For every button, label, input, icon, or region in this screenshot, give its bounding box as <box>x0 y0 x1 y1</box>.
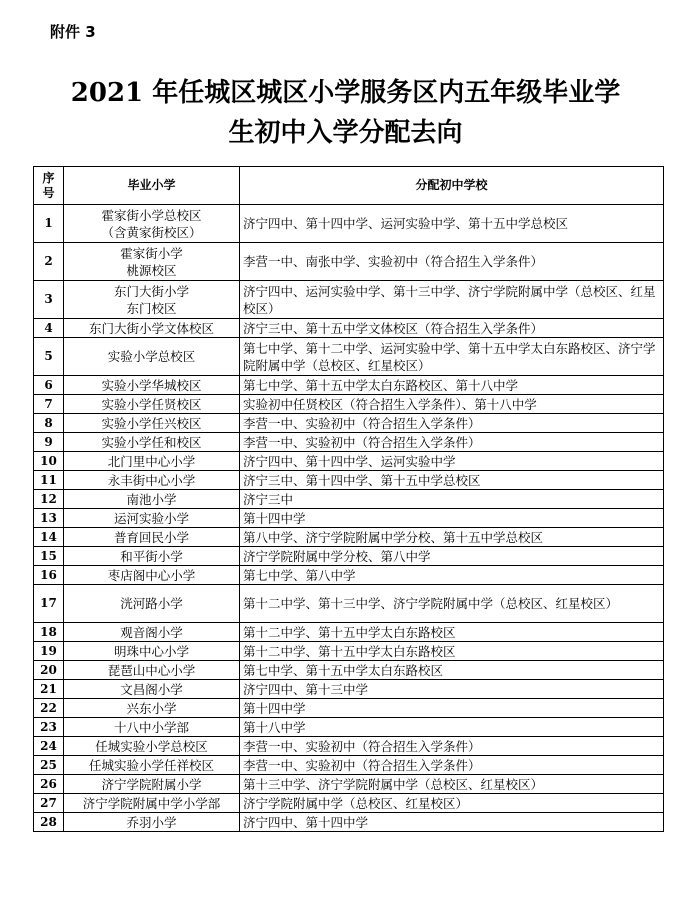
row-school: 运河实验小学 <box>64 509 240 528</box>
table-row <box>34 699 664 718</box>
row-school: 实验小学任贤校区 <box>64 395 240 414</box>
row-seq: 22 <box>34 699 64 718</box>
row-seq: 21 <box>34 680 64 699</box>
table-row <box>34 471 664 490</box>
row-school: 枣店阁中心小学 <box>64 566 240 585</box>
table-row <box>34 718 664 737</box>
row-destination: 第十二中学、第十三中学、济宁学院附属中学（总校区、红星校区） <box>240 585 664 623</box>
row-seq: 9 <box>34 433 64 452</box>
table-row <box>34 243 664 281</box>
row-seq: 16 <box>34 566 64 585</box>
table-row <box>34 566 664 585</box>
row-seq: 5 <box>34 338 64 376</box>
table-row <box>34 281 664 319</box>
table-row <box>34 680 664 699</box>
row-destination: 济宁四中、第十四中学 <box>240 813 664 832</box>
row-destination: 济宁四中、第十四中学、运河实验中学、第十五中学总校区 <box>240 205 664 243</box>
row-school: 普育回民小学 <box>64 528 240 547</box>
row-destination: 第七中学、第八中学 <box>240 566 664 585</box>
row-seq: 17 <box>34 585 64 623</box>
table-row <box>34 756 664 775</box>
row-destination: 济宁四中、运河实验中学、第十三中学、济宁学院附属中学（总校区、红星校区） <box>240 281 664 319</box>
row-seq: 11 <box>34 471 64 490</box>
row-seq: 28 <box>34 813 64 832</box>
row-destination: 李营一中、实验初中（符合招生入学条件） <box>240 414 664 433</box>
row-seq: 8 <box>34 414 64 433</box>
row-seq: 2 <box>34 243 64 281</box>
row-school: 明珠中心小学 <box>64 642 240 661</box>
attachment-label: 附件 3 <box>50 23 96 41</box>
row-destination: 第七中学、第十五中学太白东路校区、第十八中学 <box>240 376 664 395</box>
row-destination: 第十三中学、济宁学院附属中学（总校区、红星校区） <box>240 775 664 794</box>
row-destination: 第十四中学 <box>240 699 664 718</box>
row-school: 霍家街小学 桃源校区 <box>64 243 240 281</box>
row-school: 济宁学院附属中学小学部 <box>64 794 240 813</box>
table-row <box>34 585 664 623</box>
table-row <box>34 775 664 794</box>
row-school: 十八中小学部 <box>64 718 240 737</box>
table-row <box>34 395 664 414</box>
row-destination: 济宁三中、第十五中学文体校区（符合招生入学条件） <box>240 319 664 338</box>
row-seq: 6 <box>34 376 64 395</box>
row-seq: 19 <box>34 642 64 661</box>
row-seq: 18 <box>34 623 64 642</box>
table-header-row <box>34 167 664 205</box>
row-school: 观音阁小学 <box>64 623 240 642</box>
table-row <box>34 414 664 433</box>
row-seq: 4 <box>34 319 64 338</box>
row-destination: 第七中学、第十二中学、运河实验中学、第十五中学太白东路校区、济宁学院附属中学（总校区、红星校区） <box>240 338 664 376</box>
header-school: 毕业小学 <box>64 167 240 205</box>
row-destination: 第七中学、第十五中学太白东路校区 <box>240 661 664 680</box>
allocation-table <box>33 166 664 832</box>
row-school: 北门里中心小学 <box>64 452 240 471</box>
row-seq: 14 <box>34 528 64 547</box>
row-seq: 7 <box>34 395 64 414</box>
row-destination: 济宁三中、第十四中学、第十五中学总校区 <box>240 471 664 490</box>
row-destination: 第十四中学 <box>240 509 664 528</box>
row-school: 任城实验小学任祥校区 <box>64 756 240 775</box>
row-destination: 第八中学、济宁学院附属中学分校、第十五中学总校区 <box>240 528 664 547</box>
row-destination: 第十八中学 <box>240 718 664 737</box>
row-destination: 济宁学院附属中学（总校区、红星校区） <box>240 794 664 813</box>
row-seq: 25 <box>34 756 64 775</box>
table-row <box>34 319 664 338</box>
row-seq: 3 <box>34 281 64 319</box>
row-destination: 实验初中任贤校区（符合招生入学条件）、第十八中学 <box>240 395 664 414</box>
row-seq: 10 <box>34 452 64 471</box>
row-school: 和平街小学 <box>64 547 240 566</box>
table-row <box>34 528 664 547</box>
row-destination: 李营一中、实验初中（符合招生入学条件） <box>240 756 664 775</box>
row-school: 永丰街中心小学 <box>64 471 240 490</box>
row-seq: 24 <box>34 737 64 756</box>
row-destination: 济宁学院附属中学分校、第八中学 <box>240 547 664 566</box>
table-row <box>34 509 664 528</box>
row-seq: 13 <box>34 509 64 528</box>
header-seq: 序 号 <box>34 167 64 205</box>
row-seq: 1 <box>34 205 64 243</box>
row-destination: 济宁四中、第十四中学、运河实验中学 <box>240 452 664 471</box>
row-seq: 12 <box>34 490 64 509</box>
table-row <box>34 205 664 243</box>
row-destination: 李营一中、南张中学、实验初中（符合招生入学条件） <box>240 243 664 281</box>
row-destination: 济宁四中、第十三中学 <box>240 680 664 699</box>
row-school: 实验小学任和校区 <box>64 433 240 452</box>
row-school: 实验小学任兴校区 <box>64 414 240 433</box>
table-row <box>34 642 664 661</box>
row-school: 济宁学院附属小学 <box>64 775 240 794</box>
row-destination: 第十二中学、第十五中学太白东路校区 <box>240 642 664 661</box>
row-school: 文昌阁小学 <box>64 680 240 699</box>
row-seq: 20 <box>34 661 64 680</box>
table-row <box>34 661 664 680</box>
row-school: 洸河路小学 <box>64 585 240 623</box>
row-school: 实验小学总校区 <box>64 338 240 376</box>
row-school: 任城实验小学总校区 <box>64 737 240 756</box>
table-row <box>34 737 664 756</box>
header-dest: 分配初中学校 <box>240 167 664 205</box>
row-destination: 李营一中、实验初中（符合招生入学条件） <box>240 737 664 756</box>
row-school: 乔羽小学 <box>64 813 240 832</box>
table-row <box>34 794 664 813</box>
row-school: 东门大街小学 东门校区 <box>64 281 240 319</box>
table-body <box>34 205 664 832</box>
row-school: 琵琶山中心小学 <box>64 661 240 680</box>
document-title-line1: 2021 年任城区城区小学服务区内五年级毕业学 <box>70 78 621 108</box>
row-destination: 第十二中学、第十五中学太白东路校区 <box>240 623 664 642</box>
table-row <box>34 623 664 642</box>
row-seq: 27 <box>34 794 64 813</box>
row-school: 东门大街小学文体校区 <box>64 319 240 338</box>
table-row <box>34 547 664 566</box>
table-row <box>34 433 664 452</box>
row-destination: 李营一中、实验初中（符合招生入学条件） <box>240 433 664 452</box>
row-seq: 15 <box>34 547 64 566</box>
row-school: 实验小学华城校区 <box>64 376 240 395</box>
table-row <box>34 452 664 471</box>
document-title-line2: 生初中入学分配去向 <box>228 118 463 148</box>
row-destination: 济宁三中 <box>240 490 664 509</box>
row-school: 兴东小学 <box>64 699 240 718</box>
row-seq: 26 <box>34 775 64 794</box>
row-seq: 23 <box>34 718 64 737</box>
table-row <box>34 490 664 509</box>
row-school: 南池小学 <box>64 490 240 509</box>
table-row <box>34 376 664 395</box>
row-school: 霍家街小学总校区 （含黄家街校区） <box>64 205 240 243</box>
table-row <box>34 338 664 376</box>
table-row <box>34 813 664 832</box>
